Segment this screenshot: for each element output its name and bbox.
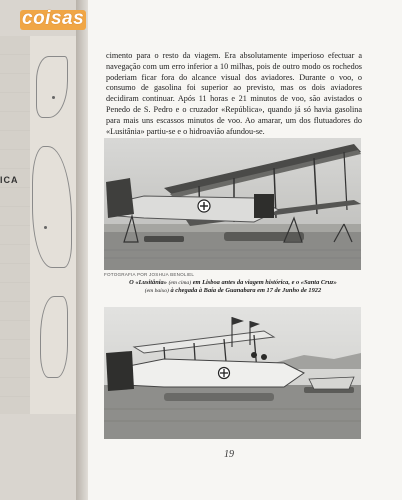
photo-caption	[104, 279, 362, 296]
map-coastline	[32, 146, 72, 268]
caption-part-3: à chegada à Baía de Guanabara em 17 de Junho de 1922	[170, 287, 322, 295]
caption-part-2: em Lisboa antes da viagem histórica, e o «Santa Cruz»	[192, 279, 337, 286]
map-area	[30, 36, 76, 414]
photo-credit: FOTOGRAFIA POR JOSHUA BENOLIEL	[104, 272, 195, 277]
map-graticule	[0, 36, 31, 414]
map-coastline	[40, 296, 68, 378]
facing-page	[0, 0, 84, 500]
photo-santa-cruz	[104, 307, 361, 439]
map-marker	[52, 96, 55, 99]
caption-part-1: O «Lusitânia»	[129, 279, 167, 286]
caption-note-1: (em cima)	[168, 280, 192, 286]
map-coastline	[36, 56, 68, 118]
page-number: 19	[224, 449, 234, 460]
section-logo: coisas	[22, 8, 85, 29]
map-label: ICA	[0, 175, 19, 185]
map-marker	[44, 226, 47, 229]
seaplane-santa-cruz-image	[104, 307, 361, 439]
photo-lusitania	[104, 138, 361, 270]
caption-note-2: (em baixo)	[144, 288, 169, 295]
seaplane-lusitania-image	[104, 138, 361, 270]
body-paragraph: cimento para o resto da viagem. Era absolutamente imperioso efectuar a navegação com um erro inferior a 10 milhas, pois de outro modo os rochedos poderiam ficar fora do alcance visual dos aviadores. Durante o voo, o consumo de gasolina foi superior ao previsto, mas os dois aviadores decidiram continuar. Após 11 horas e 21 minutos de voo, são avistados o Penedo de S. Pedro e o cruzador «República», quando já só havia gasolina para mais uns escassos minutos de voo. Ao amarar, um dos flutuadores do «Lusitânia» partiu-se e o hidroavião afundou-se.	[106, 51, 362, 136]
